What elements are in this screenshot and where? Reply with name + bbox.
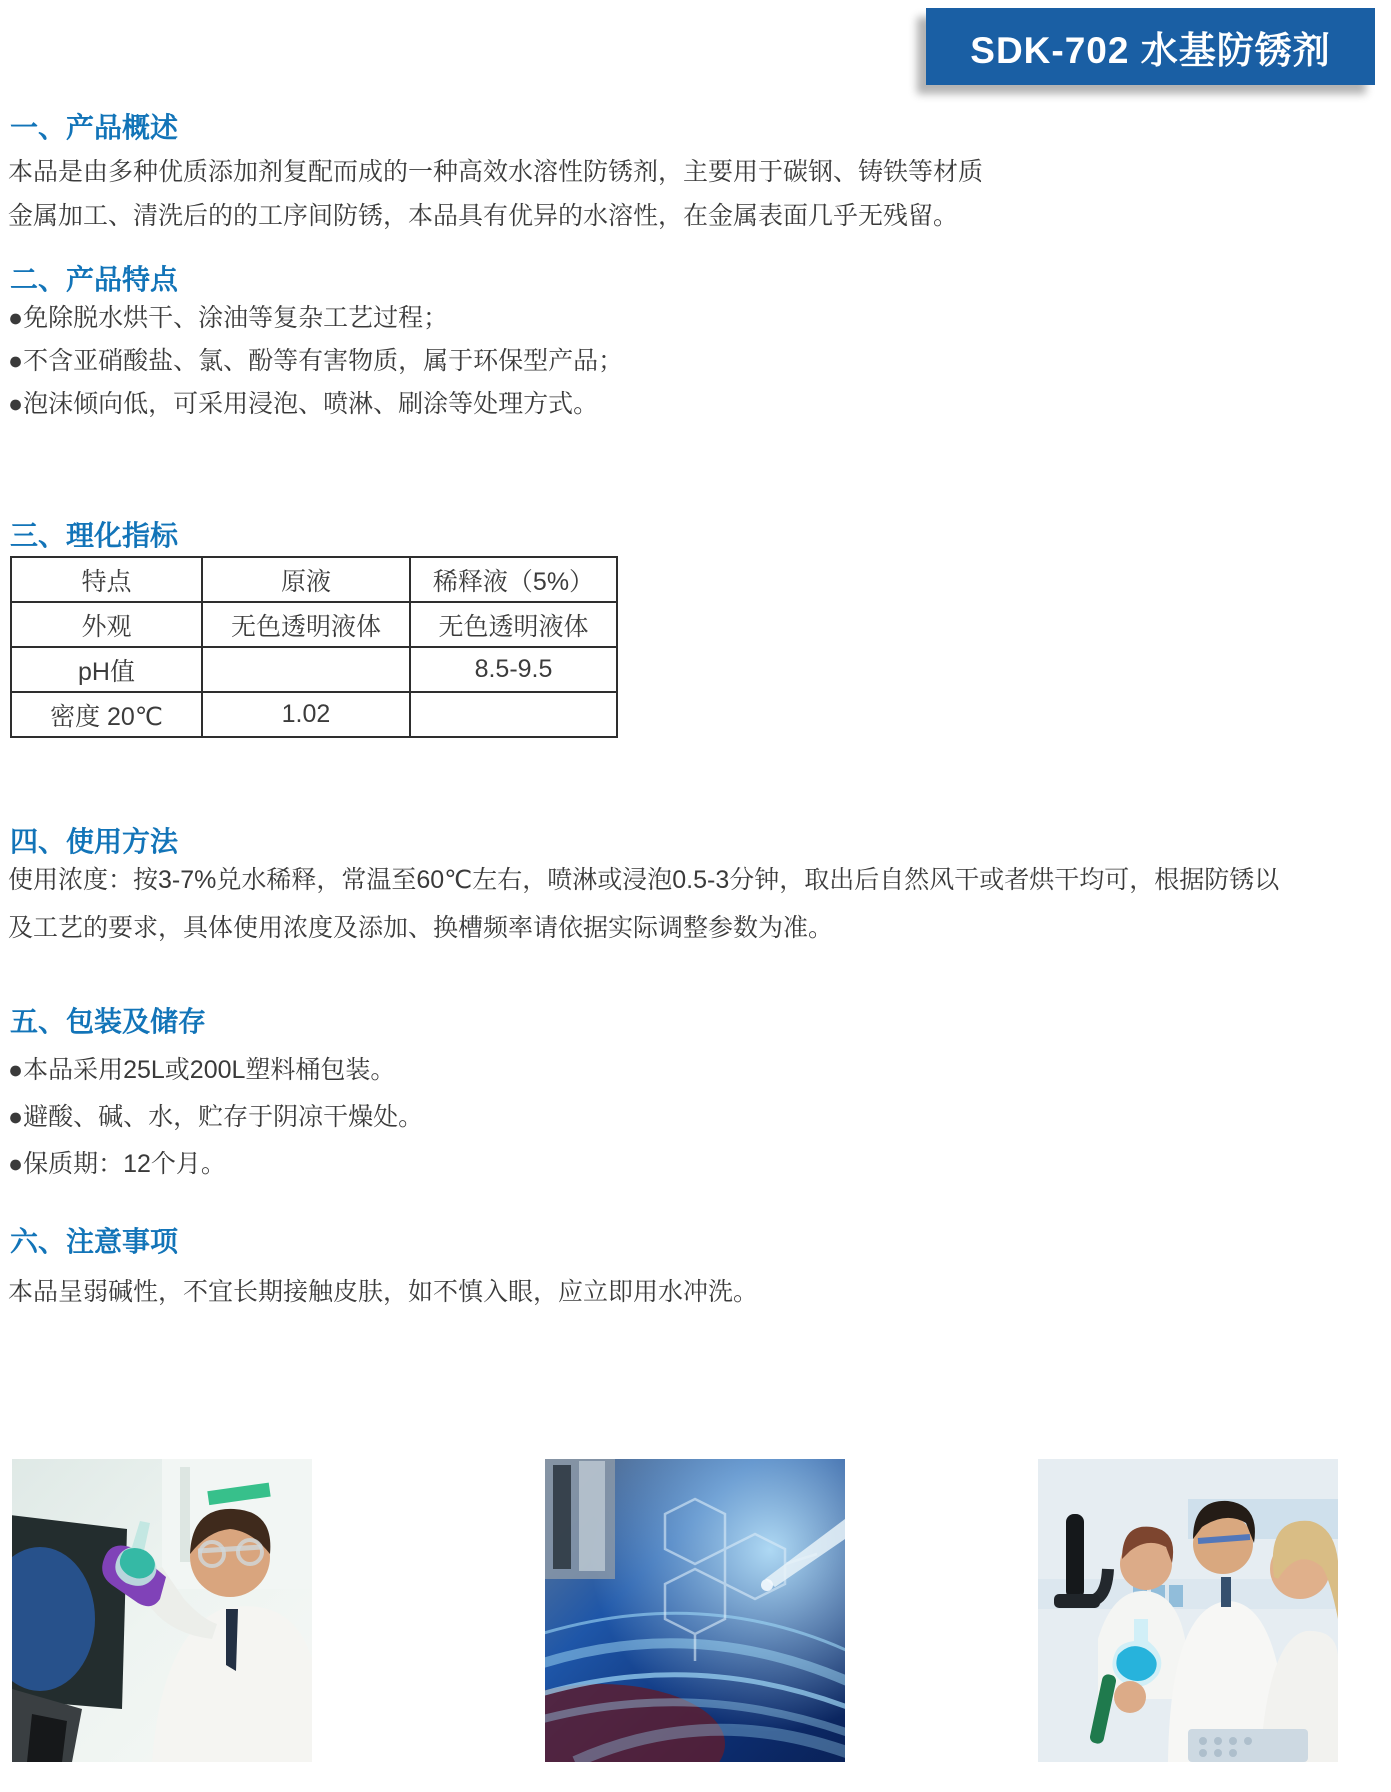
feature-bullet: ●不含亚硝酸盐、氯、酚等有害物质，属于环保型产品； (8, 347, 624, 375)
spec-cell (410, 692, 617, 737)
section-heading-packaging: 五、包装及储存 (10, 1006, 207, 1037)
packaging-bullet: ●避酸、碱、水，贮存于阴凉干燥处。 (8, 1103, 424, 1131)
feature-bullet: ●免除脱水烘干、涂油等复杂工艺过程； (8, 304, 449, 332)
spec-cell: 无色透明液体 (410, 602, 617, 647)
spec-col-header: 特点 (11, 557, 202, 602)
packaging-bullet: ●本品采用25L或200L塑料桶包装。 (8, 1056, 396, 1084)
spec-cell: 无色透明液体 (202, 602, 410, 647)
spec-table-header-row (11, 557, 617, 602)
section-heading-overview: 一、产品概述 (10, 112, 179, 143)
spec-table (10, 556, 618, 738)
packaging-bullet: ●保质期：12个月。 (8, 1150, 226, 1178)
spec-table-row (11, 602, 617, 647)
section-heading-caution: 六、注意事项 (10, 1226, 179, 1257)
section-heading-usage: 四、使用方法 (10, 826, 179, 857)
molecular-structure-abstract-photo (545, 1459, 845, 1762)
spec-table-row (11, 647, 617, 692)
spec-cell: 8.5-9.5 (410, 647, 617, 692)
caution-line: 本品呈弱碱性，不宜长期接触皮肤，如不慎入眼，应立即用水冲洗。 (8, 1278, 759, 1306)
spec-cell: 1.02 (202, 692, 410, 737)
spec-table-row (11, 692, 617, 737)
spec-col-header: 原液 (202, 557, 410, 602)
overview-line: 本品是由多种优质添加剂复配而成的一种高效水溶性防锈剂，主要用于碳钢、铸铁等材质 (8, 158, 984, 186)
section-heading-features: 二、产品特点 (10, 264, 179, 295)
overview-line: 金属加工、清洗后的的工序间防锈，本品具有优异的水溶性，在金属表面几乎无残留。 (8, 202, 959, 230)
product-title: SDK-702 水基防锈剂 (970, 29, 1331, 71)
usage-line: 使用浓度：按3-7%兑水稀释，常温至60℃左右，喷淋或浸泡0.5-3分钟，取出后自然风干或者烘干均可，根据防锈以 (8, 866, 1280, 894)
section-heading-specs: 三、理化指标 (10, 520, 179, 551)
spec-cell: pH值 (11, 647, 202, 692)
feature-bullet: ●泡沫倾向低，可采用浸泡、喷淋、刷涂等处理方式。 (8, 390, 599, 418)
product-title-banner (926, 8, 1375, 85)
lab-team-microscope-photo (1038, 1459, 1338, 1762)
usage-line: 及工艺的要求，具体使用浓度及添加、换槽频率请依据实际调整参数为准。 (8, 914, 834, 942)
spec-cell (202, 647, 410, 692)
spec-col-header: 稀释液（5%） (410, 557, 617, 602)
spec-cell: 外观 (11, 602, 202, 647)
spec-cell: 密度 20℃ (11, 692, 202, 737)
scientist-holding-flask-photo (12, 1459, 312, 1762)
